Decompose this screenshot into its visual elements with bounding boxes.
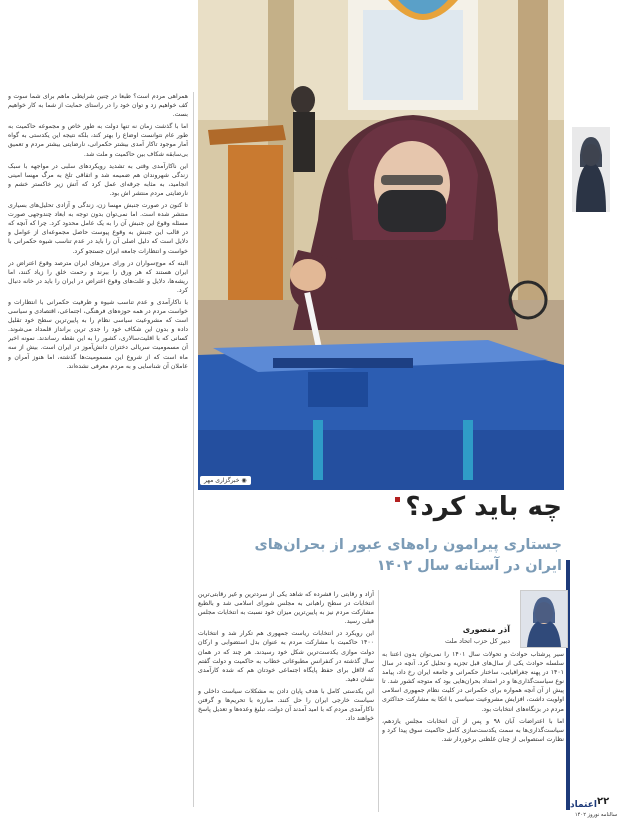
article-subheadline: جستاری پیرامون راه‌های عبور از بحران‌های ایران در آستانه سال ۱۴۰۲ — [254, 537, 562, 574]
author-thumbnail — [520, 590, 568, 648]
paragraph: تا کنون در صورت جنبش مهسا زن، زندگی و آزادی تحلیل‌های بسیاری منتشر شده است. اما نمی‌توان بدون توجه به ابعاد چندوجهی صورت مسئله وقوع این جنبش آن را به یک عامل محدود کرد. چرا که آنچه که در قالب این جنبش به وقوع پیوست حاصل مجموعه‌ای از عوامل و دلایل است که دلیل اصلی آن را باید در عدم تناسب شیوه حکمرانی با خواست و انتظارات جامعه ایران جستجو کرد. — [8, 202, 188, 255]
paragraph: این ناکارآمدی وقتی به تشدید رویکردهای سلبی در مواجهه با سبک زندگی شهروندان هم ضمیمه شد و اتفاقی تلخ به مرگ مهسا امینی انجامید، به مثابه جرقه‌ای عمل کرد که آتش زیر خاکستر خشم و نارضایتی مردم منتشر اش بود. — [8, 162, 188, 197]
paragraph: البته که موج‌سواران در ورای مرزهای ایران مترصد وقوع اعتراض در ایران هستند که هر ورق را ببرند و رحمت خلق را زیاد کنند، اما ریشه‌ها، دلایل و علت‌های وقوع اعتراض در ایران را باید در خانه دنبال کرد. — [8, 259, 188, 294]
paragraph: آزاد و رقابتی را فشرده که شاهد یکی از سردترین و غیر رقابتی‌ترین انتخابات در سطح راهبانی به مجلس شورای اسلامی شد و بالطبع مشارکت مردم نیز به پایین‌ترین میزان خود نسبت به انتخابات مجلس قبلی رسید. — [198, 591, 374, 626]
author-thumbnail-illustration — [521, 591, 567, 647]
paragraph: با ناکارآمدی و عدم تناسب شیوه و ظرفیت حکمرانی با انتظارات و خواست مردم در همه حوزه‌های فرهنگی، اجتماعی، اقتصادی و سیاسی است که مشروعیت سیاسی نظام را به پایین‌ترین سطح خود تقلیل داده و بدون این شکاف خود را جدی ترین برانداز قلمداد می‌شوند. کسانی که با اقلیت‌سالاری، کشور را به این نقطه رساندند. نمونه اخیر آن مسمومیت سریالی دختران دانش‌آموز در ایران است. بیش از سه ماه است که از شروع این مسمومیت‌ها گذشته، اما هنوز آمران و عاملان آن شناسایی و به مردم معرفی نشده‌اند. — [8, 298, 188, 370]
paragraph: سیر پرشتاب حوادث و تحولات سال ۱۴۰۱ را نمی‌توان بدون اعتنا به سلسله حوادث یکی از سال‌های قبل تجزیه و تحلیل کرد. آنچه در سال ۱۴۰۱ در پهنه جغرافیایی، ساختار حکمرانی و جامعه ایران رخ داد، پیامد نوع سیاست‌گذاری‌ها و در امتداد بحران‌هایی بود که متوجه کشور شد. تا پیش از آن آنچه همواره برای حکمرانی در کلیت نظام جمهوری اسلامی اولویت داشت، افزایش مشروعیت سیاسی با اتکا به مشارکت حداکثری مردم در بزنگاه‌های انتخابات بود. — [382, 651, 564, 713]
column-divider — [378, 590, 379, 812]
left-text-column — [8, 92, 188, 807]
paragraph: این رویکرد در انتخابات ریاست جمهوری هم تکرار شد و انتخابات ۱۴۰۰ حاکمیت با مشارکت مردم به عنوان بدل استضوابی و ارکان دولت موازی یکدست‌ترین شکل خود رسیدند. هر چند که در همان سال گذشته در کنفرانس مطبوعاتی خطاب به حاکمیت و دولت گفتم که لااقل برای حفظ پایگاه اجتماعی خودتان هم که شده کارآمدی نشان دهید. — [198, 630, 374, 683]
author-role: دبیر کل حزب اتحاد ملت — [445, 637, 510, 645]
article-photo — [198, 0, 564, 490]
paragraph: این یکدستی کامل با هدف پایان دادن به مشکلات سیاست داخلی و سیاست خارجی ایران را حل کنند. مبارزه با تحریم‌ها و گرفتن ناکارآمدی مردم که با امید آمدند آن دولت، تبلیغ وعده‌ها و تعدیل پاسخ خواهند داد. — [198, 687, 374, 723]
magazine-logo: اعتماد — [570, 800, 597, 810]
photo-credit — [200, 476, 251, 485]
author-name: آذر منصوری — [462, 625, 510, 634]
middle-text-column — [198, 590, 374, 812]
page-number: ۲۲ — [597, 796, 610, 807]
author-portrait — [572, 127, 610, 212]
photo-credit-icon: ◉ — [239, 477, 247, 484]
voting-scene-illustration — [198, 0, 564, 490]
column-divider — [193, 92, 194, 807]
paragraph: اما با گذشت زمان نه تنها دولت به طور خاص و مجموعه حاکمیت به طور عام نتوانست اوضاع را بهتر کند، بلکه نتیجه این یکدستی به گواه آمار موجود تاکار آمدی بیشتر حکمرانی، نارضایتی بیشتر مردم و تعمیق بی‌سابقه شکاف بین حاکمیت و ملت شد. — [8, 123, 188, 158]
right-text-column — [382, 650, 564, 812]
article-headline: چه باید کرد؟ — [405, 492, 562, 522]
author-portrait-illustration — [572, 127, 610, 212]
paragraph: همراهی مردم است؟ طبعا در چنین شرایطی ماهم برای شما سوت و کف خواهیم زد و توان خود را در راستای حمایت از شما به کار خواهیم بست. — [8, 93, 188, 119]
paragraph: اما با اعتراضات آبان ۹۸ و پس از آن انتخابات مجلس یازدهم، سیاست‌گذاری‌ها به سمت یکدست‌سازی کامل حاکمیت سوق پیدا کرد و نظارت استصوابی از چنان غلظتی برخوردار شد. — [382, 717, 564, 743]
magazine-issue: سالنامه نوروز ۱۴۰۲ — [574, 812, 618, 818]
photo-credit-text: خبرگزاری مهر — [204, 477, 240, 484]
